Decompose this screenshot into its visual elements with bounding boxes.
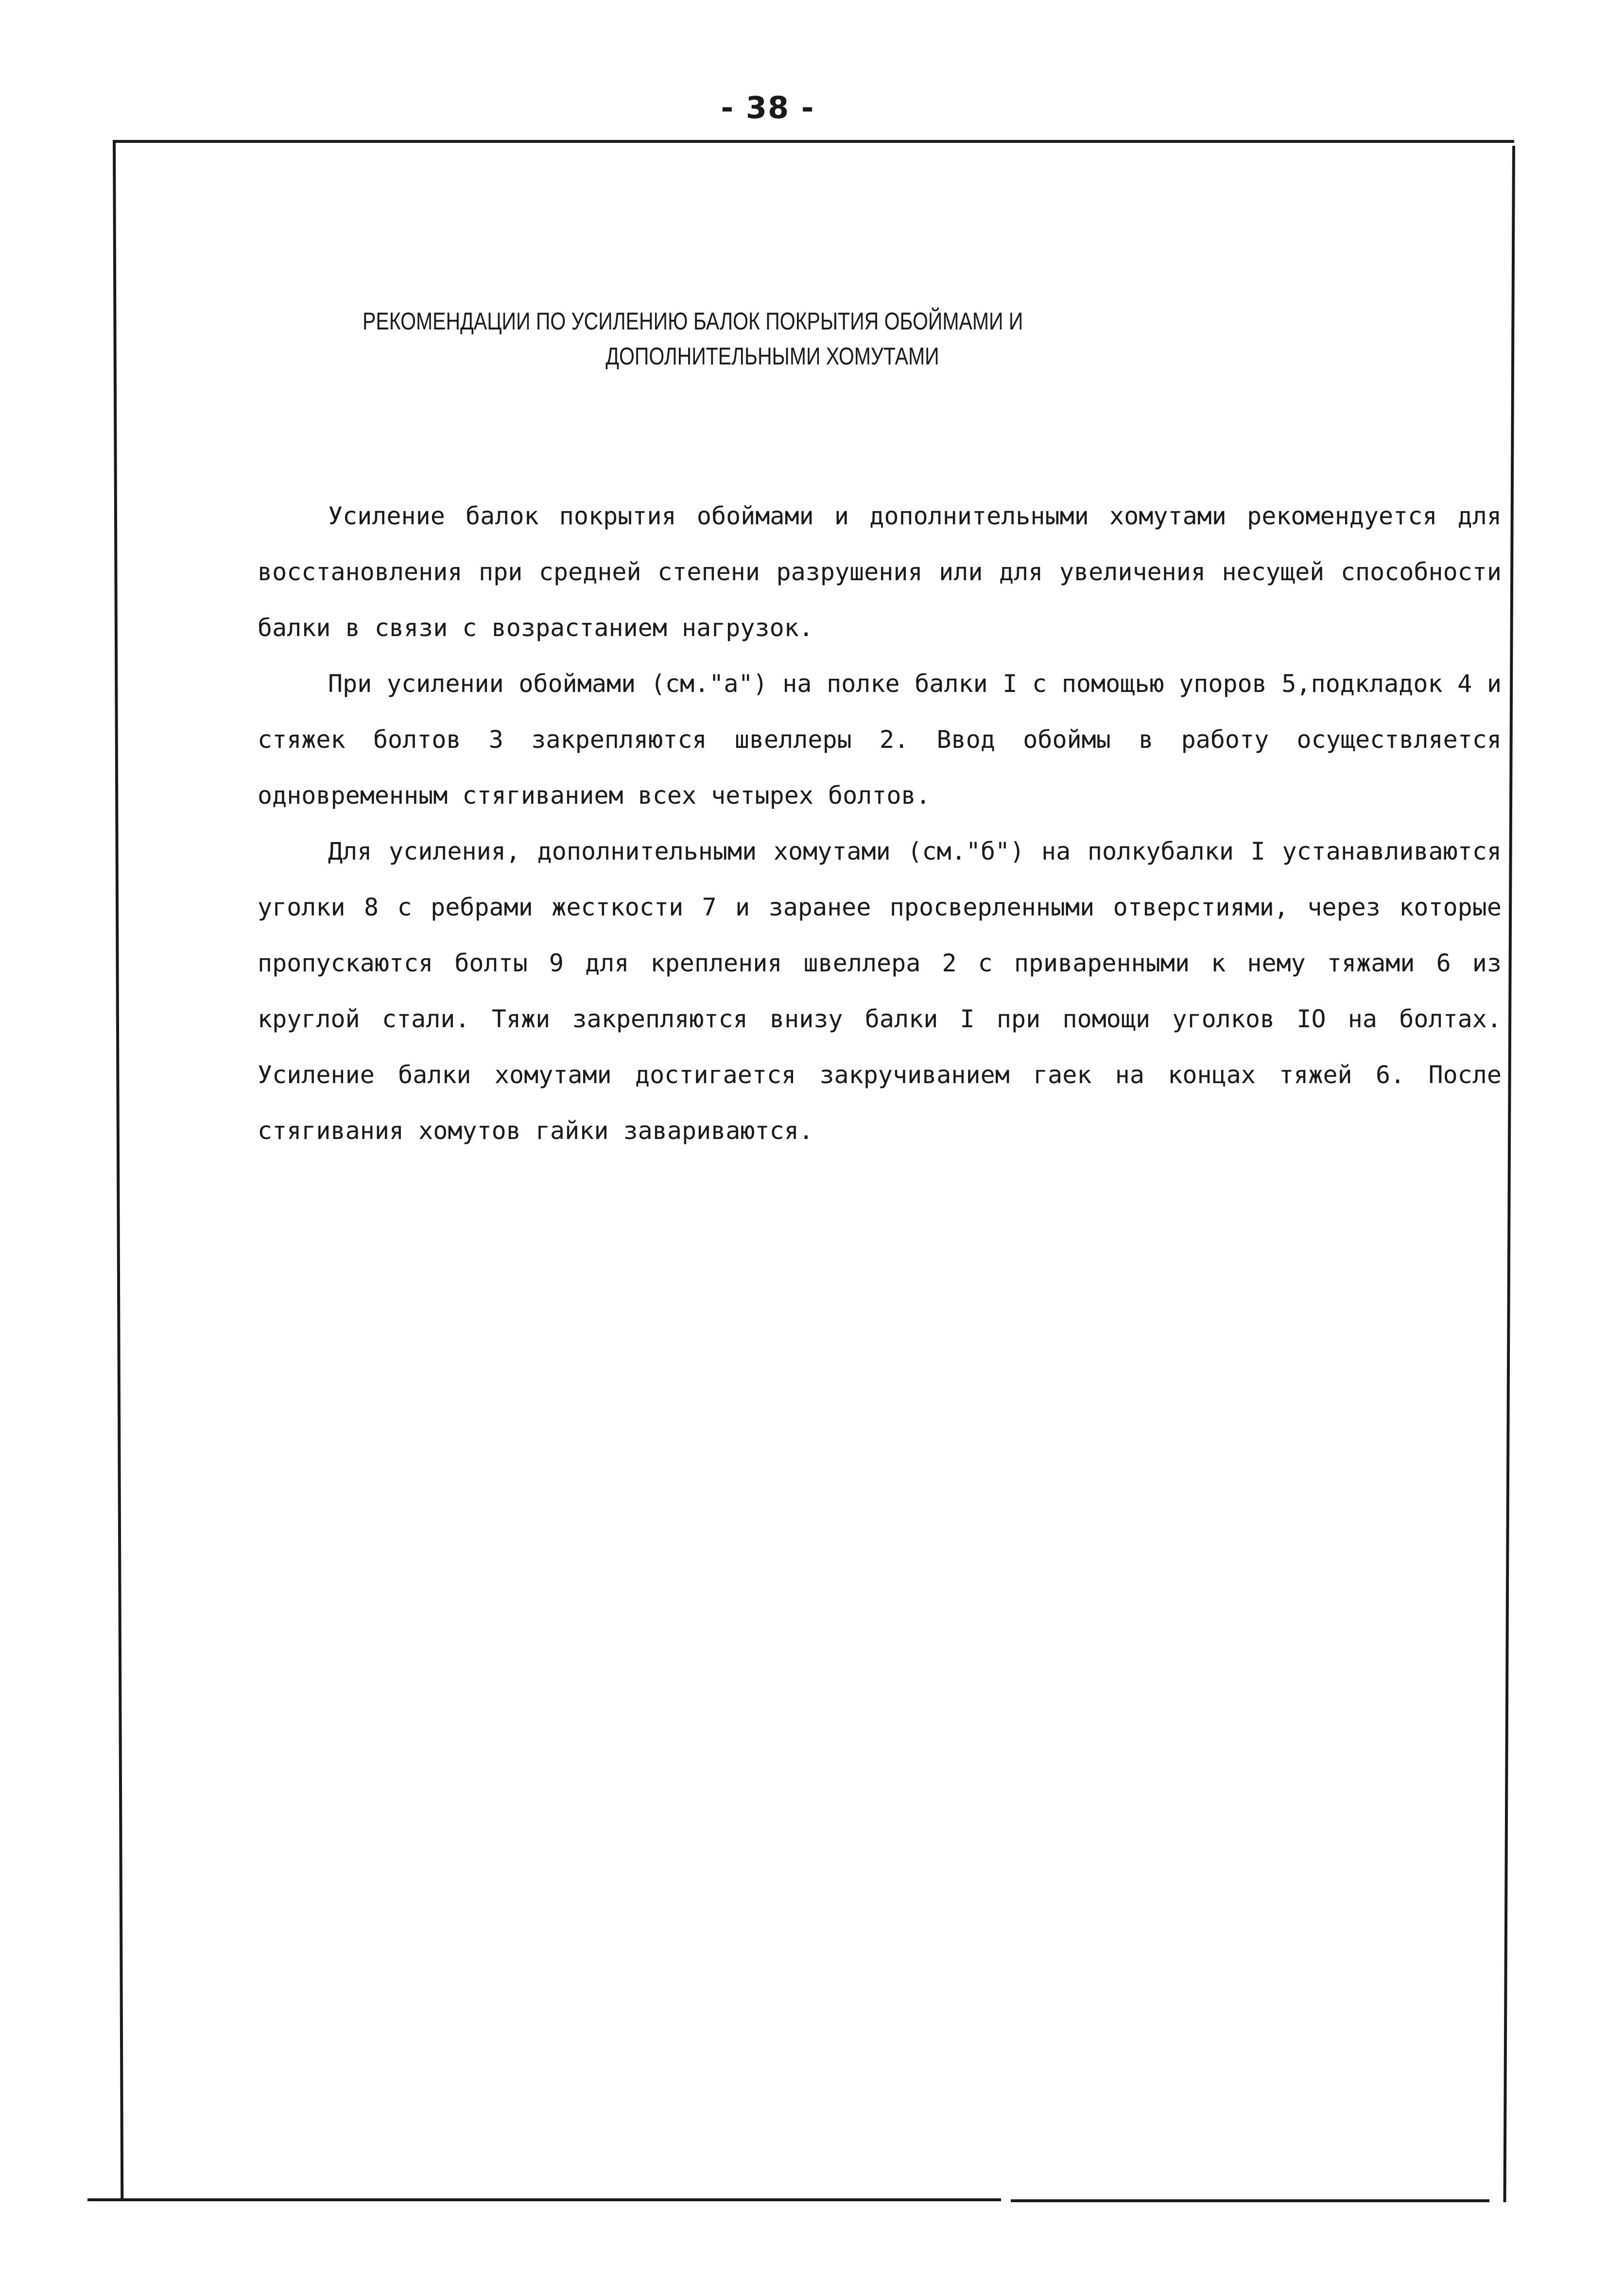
- frame-border-top: [115, 140, 1514, 143]
- paragraph-3: Для усиления, дополнительными хомутами (см."б") на полкубалки I устанавливаются уголки 8 с ребрами жесткости 7 и заранее просверленными отверстиями, через которые пропускаются болты 9 для крепления швеллера 2 с приваренными к нему тяжами 6 из круглой стали. Тяжи закрепляются внизу балки I при помощи уголков IO на болтах. Усиление балки хомутами достигается закручиванием гаек на концах тяжей 6. После стягивания хомутов гайки завариваются.: [258, 837, 1502, 1145]
- frame-border-bottom-right: [1011, 2199, 1489, 2202]
- paragraph-1: Усиление балок покрытия обоймами и дополнительными хомутами рекомендуется для восстановления при средней степени разрушения или для увеличения несущей способности балки в связи с возрастанием нагрузок.: [258, 502, 1502, 642]
- title-line-1: РЕКОМЕНДАЦИИ ПО УСИЛЕНИЮ БАЛОК ПОКРЫТИЯ ОБОЙМАМИ И: [363, 308, 1023, 335]
- page-number: - 38 -: [721, 90, 815, 125]
- frame-border-left: [113, 140, 123, 2200]
- document-title: [243, 304, 1159, 374]
- frame-border-bottom-left: [87, 2198, 1001, 2201]
- title-line-2: ДОПОЛНИТЕЛЬНЫМИ ХОМУТАМИ: [605, 343, 939, 370]
- paragraph-2: При усилении обоймами (см."а") на полке балки I с помощью упоров 5,подкладок 4 и стяжек болтов 3 закрепляются швеллеры 2. Ввод обоймы в работу осуществляется одновременным стягиванием всех четырех болтов.: [258, 670, 1502, 810]
- body-text: [258, 488, 1502, 1159]
- frame-border-right: [1503, 146, 1515, 2202]
